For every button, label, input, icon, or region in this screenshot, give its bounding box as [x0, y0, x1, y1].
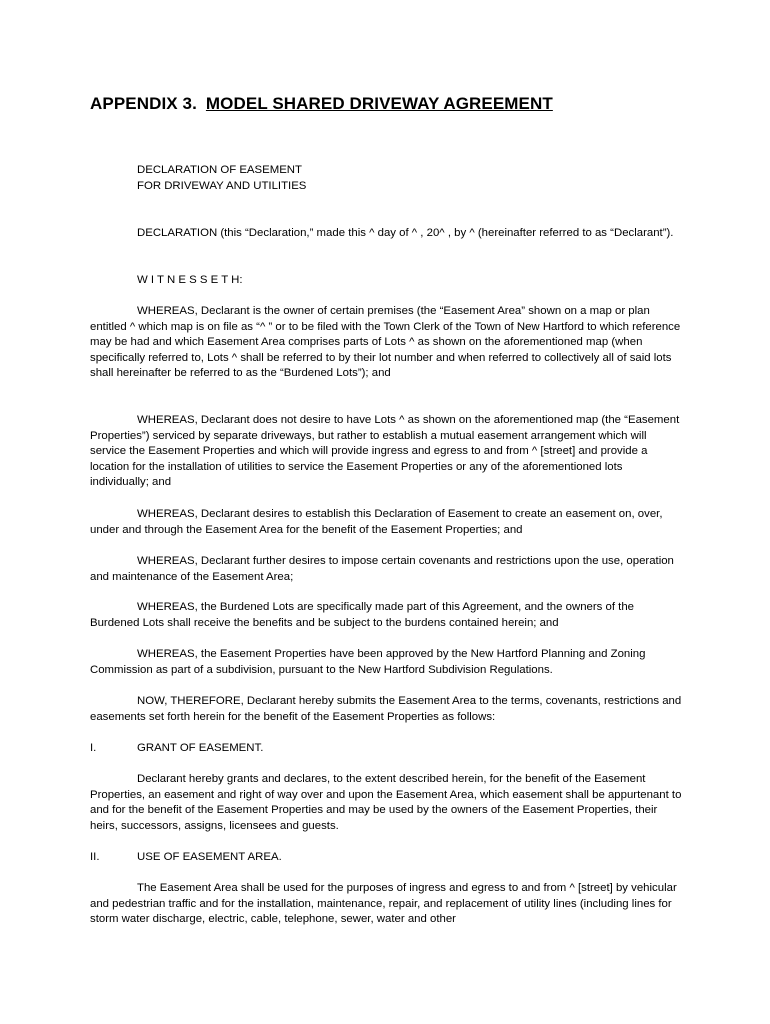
section-number: I.	[90, 742, 97, 754]
section-number: II.	[90, 851, 100, 863]
declaration-heading	[90, 163, 682, 194]
paragraph-whereas-1: WHEREAS, Declarant is the owner of certain premises (the “Easement Area” shown on a map or plan entitled ^ which map is on file as “^ ” or to be filed with the Town Clerk of the Town of New Hartford to which reference may be had and which Easement Area comprises parts of Lots ^ as shown on the aforementioned map (when specifically referred to, Lots ^ shall be referred to by their lot number and when referred to collectively all of said lots shall hereinafter be referred to as the “Burdened Lots”); and	[90, 305, 681, 380]
paragraph-whereas-4: WHEREAS, Declarant further desires to impose certain covenants and restrictions upon the use, operation and maintenance of the Easement Area;	[90, 555, 674, 583]
section-label: USE OF EASEMENT AREA.	[137, 851, 282, 863]
paragraph-witnesseth: W I T N E S S E T H:	[137, 274, 243, 286]
paragraph-whereas-2: WHEREAS, Declarant does not desire to have Lots ^ as shown on the aforementioned map (the “Easement Properties”) serviced by separate driveways, but rather to establish a mutual easement arrangement which will service the Easement Properties and which will provide ingress and egress to and from ^ [street] and provide a location for the installation of utilities to service the Easement Properties or any of the aforementioned lots individually; and	[90, 414, 680, 489]
section-text-1: Declarant hereby grants and declares, to the extent described herein, for the benefit of the Easement Properties, an easement and right of way over and upon the Easement Area, which easement shall be appurtenant to and for the benefit of the Easement Properties and may be used by the owners of the Easement Properties, their heirs, successors, assigns, licensees and guests.	[90, 773, 682, 832]
agreement-heading: MODEL SHARED DRIVEWAY AGREEMENT	[205, 94, 553, 113]
paragraph-whereas-6: WHEREAS, the Easement Properties have been approved by the New Hartford Planning and Zoning Commission as part of a subdivision, pursuant to the New Hartford Subdivision Regulations.	[90, 648, 646, 676]
declaration-heading-line1: DECLARATION OF EASEMENT	[137, 164, 302, 176]
section-label: GRANT OF EASEMENT.	[137, 742, 264, 754]
paragraph-declaration: DECLARATION (this “Declaration,” made this ^ day of ^ , 20^ , by ^ (hereinafter referred to as “Declarant”).	[137, 227, 674, 239]
appendix-label: APPENDIX 3.	[90, 94, 197, 113]
section-heading-2	[90, 850, 682, 866]
paragraph-whereas-3: WHEREAS, Declarant desires to establish this Declaration of Easement to create an easement on, over, under and through the Easement Area for the benefit of the Easement Properties; and	[90, 508, 663, 536]
page-title	[90, 94, 553, 114]
paragraph-now-therefore: NOW, THEREFORE, Declarant hereby submits the Easement Area to the terms, covenants, restrictions and easements set forth herein for the benefit of the Easement Properties as follows:	[90, 695, 682, 723]
section-heading-1	[90, 741, 682, 757]
section-text-2: The Easement Area shall be used for the purposes of ingress and egress to and from ^ [street] by vehicular and pedestrian traffic and for the installation, maintenance, repair, and replacement of utility lines (including lines for storm water discharge, electric, cable, telephone, sewer, water and other	[90, 882, 677, 926]
declaration-heading-line2: FOR DRIVEWAY AND UTILITIES	[137, 179, 307, 192]
paragraph-whereas-5: WHEREAS, the Burdened Lots are specifically made part of this Agreement, and the owners of the Burdened Lots shall receive the benefits and be subject to the burdens contained herein; and	[90, 601, 635, 629]
